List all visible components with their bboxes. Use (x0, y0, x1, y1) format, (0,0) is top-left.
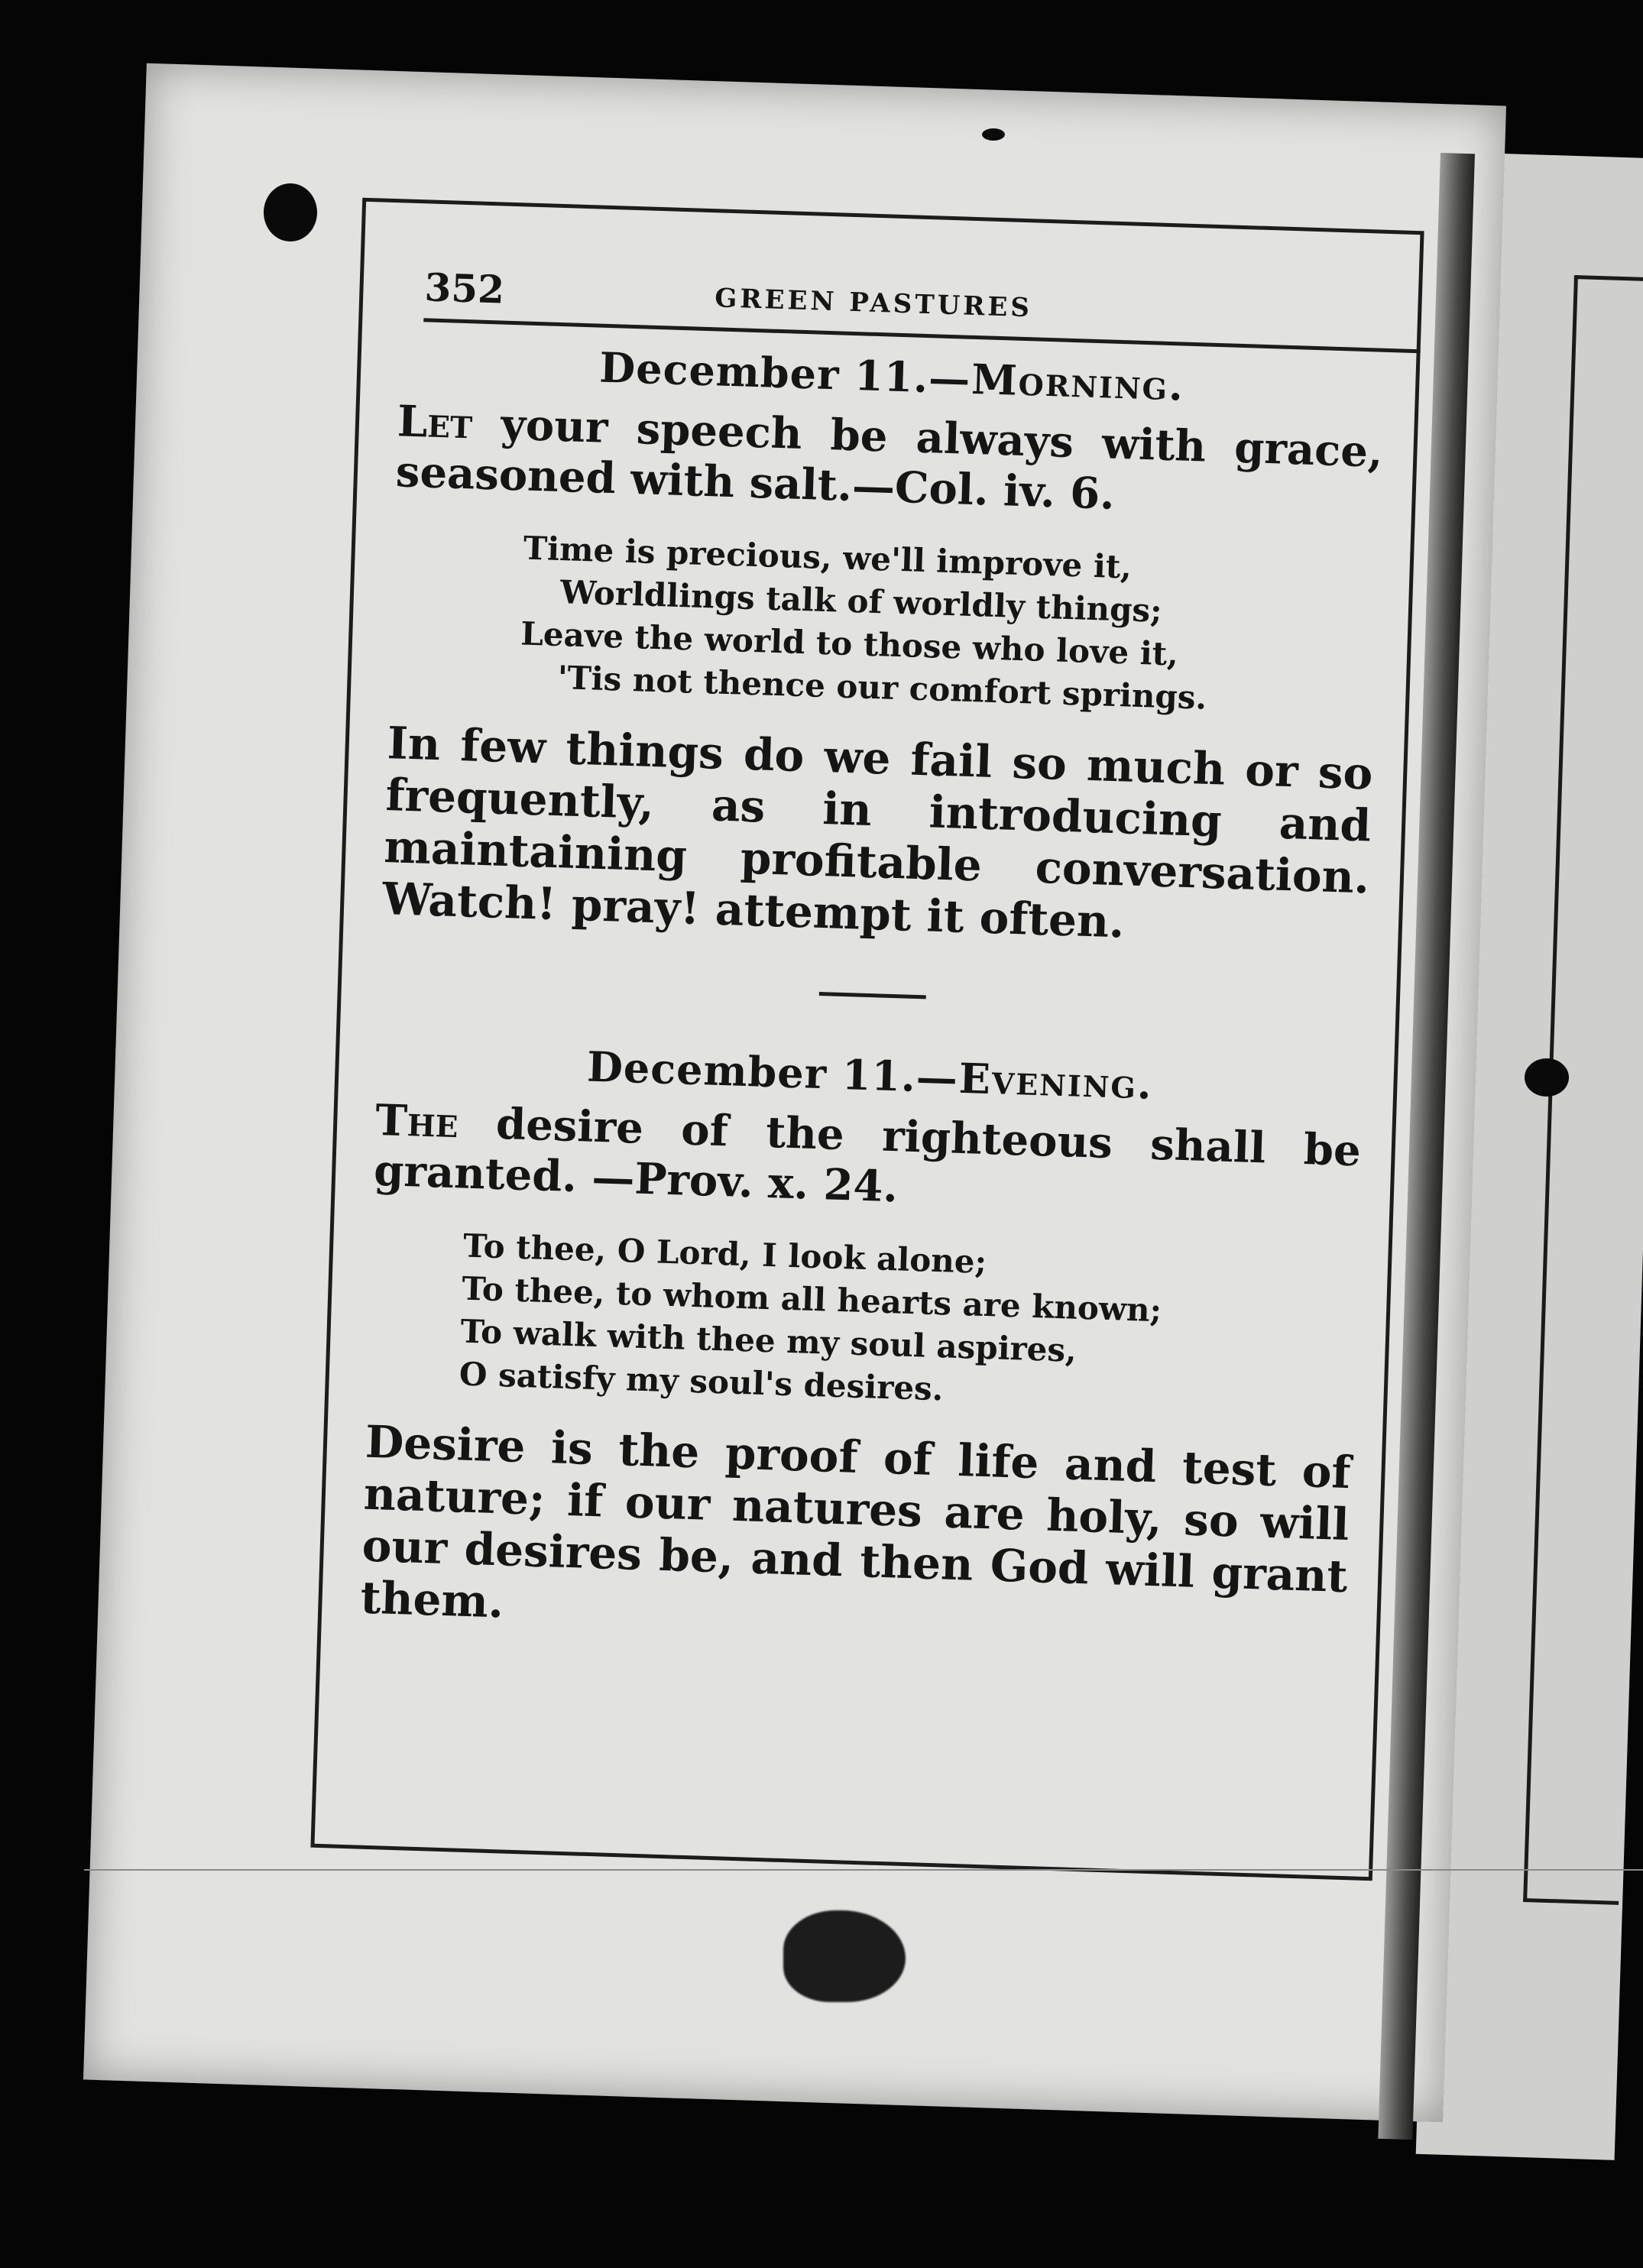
page-content (360, 264, 1388, 1654)
printed-page (310, 198, 1424, 1881)
ink-blot-right (1525, 1058, 1569, 1097)
evening-entry (360, 1035, 1364, 1654)
evening-commentary: Desire is the proof of life and test of nature; if our natures are holy, so will our desires be, and then God will grant them. (359, 1415, 1352, 1628)
morning-poem (519, 527, 1379, 725)
poem-line: O satisfy my soul's desires. (459, 1355, 945, 1408)
morning-date: December 11. (598, 342, 930, 403)
morning-verse (395, 396, 1384, 527)
scan-line (84, 1869, 1643, 1871)
section-divider (819, 992, 926, 999)
evening-period: —Evening. (915, 1052, 1154, 1109)
poem-line: To walk with thee my soul aspires, (459, 1312, 1078, 1369)
poem-line: Leave the world to those who love it, (520, 614, 1179, 673)
morning-entry (381, 336, 1385, 955)
page-number: 352 (423, 264, 505, 313)
morning-verse-text: your speech be always with grace, seasoned with salt.—Col. iv. 6. (394, 398, 1384, 520)
punch-hole-mark (264, 183, 317, 241)
page-header (423, 264, 1422, 353)
evening-verse-lead: The (374, 1094, 459, 1149)
poem-line: Worldlings talk of worldly things; (559, 573, 1163, 630)
evening-poem (459, 1225, 1357, 1424)
ink-smudge-bottom (783, 1910, 906, 2002)
morning-verse-lead: Let (397, 396, 474, 449)
evening-verse-text: desire of the righteous shall be granted. —Prov. x. 24. (373, 1097, 1362, 1213)
morning-period: —Morning. (928, 353, 1185, 410)
poem-line: 'Tis not thence our comfort springs. (556, 659, 1207, 717)
poem-line: To thee, to whom all hearts are known; (461, 1269, 1162, 1330)
morning-commentary: In few things do we fail so much or so frequently, as in introducing and maintaining profitable conversation. Watch! pray! attempt it often. (381, 717, 1374, 948)
evening-verse (373, 1095, 1362, 1226)
running-head: GREEN PASTURES (714, 283, 1033, 324)
poem-line: To thee, O Lord, I look alone; (462, 1226, 987, 1281)
evening-date: December 11. (586, 1042, 917, 1102)
ink-speck (982, 128, 1005, 141)
poem-line: Time is precious, we'll improve it, (523, 529, 1133, 586)
